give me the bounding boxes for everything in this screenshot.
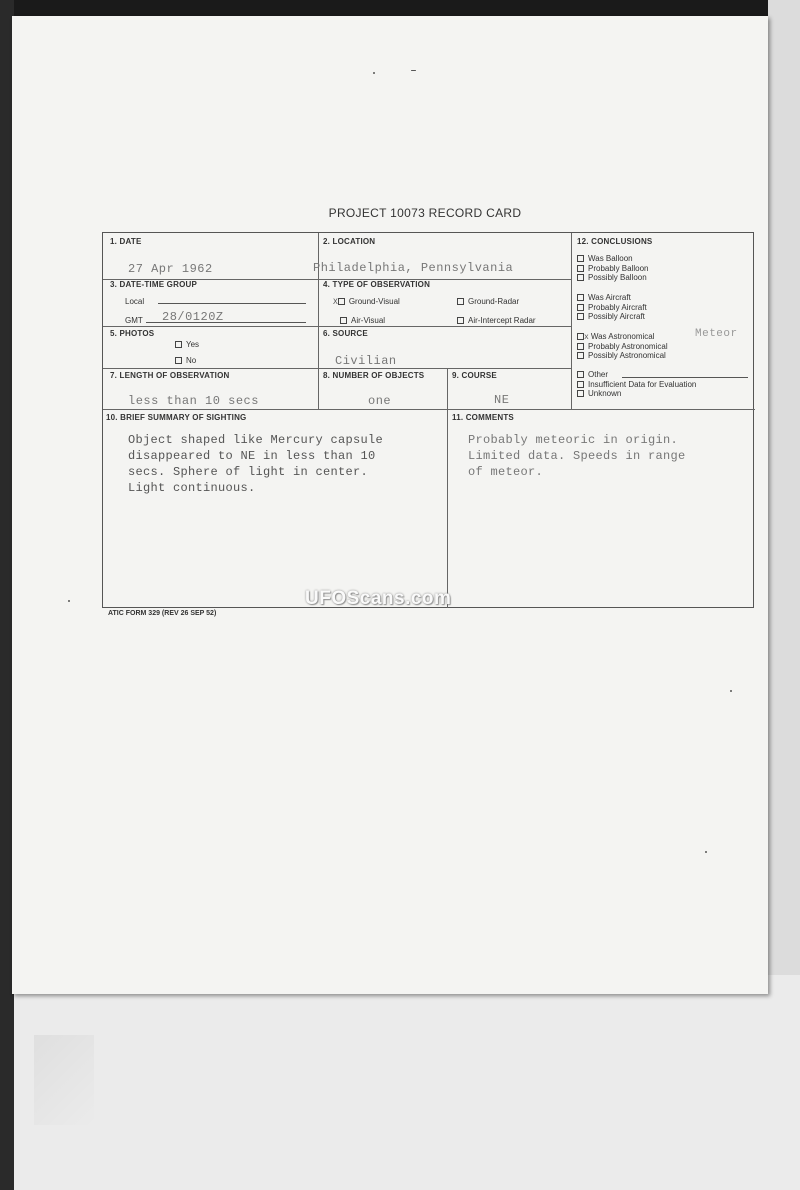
checkbox-icon [577, 371, 584, 378]
checkbox-icon [577, 381, 584, 388]
poss-aircraft-option: Possibly Aircraft [577, 312, 645, 321]
summary-label: 10. BRIEF SUMMARY OF SIGHTING [106, 413, 247, 422]
num-objects-label: 8. NUMBER OF OBJECTS [323, 371, 425, 380]
local-line [158, 303, 306, 304]
dust-speck [730, 690, 732, 692]
type-obs-label: 4. TYPE OF OBSERVATION [323, 280, 431, 289]
summary-line: Light continuous. [128, 481, 256, 495]
checkbox-icon [577, 265, 584, 272]
other-line [622, 377, 748, 378]
other-option: Other [577, 370, 608, 379]
was-astro-option: x Was Astronomical [577, 332, 655, 342]
checkbox-icon [338, 298, 345, 305]
length-value: less than 10 secs [128, 394, 259, 408]
date-value: 27 Apr 1962 [128, 262, 213, 276]
unknown-option: Unknown [577, 389, 621, 398]
photos-no-option: No [175, 356, 196, 365]
ground-visual-option: X Ground-Visual [333, 297, 400, 307]
meteor-note: Meteor [695, 328, 738, 340]
num-objects-value: one [368, 394, 392, 408]
checkbox-icon [577, 352, 584, 359]
was-aircraft-option: Was Aircraft [577, 293, 631, 302]
photos-yes-option: Yes [175, 340, 199, 349]
checkbox-icon [457, 317, 464, 324]
comments-line: Probably meteoric in origin. [468, 433, 679, 447]
checkbox-icon [577, 343, 584, 350]
dust-speck [68, 600, 70, 602]
course-value: NE [494, 393, 510, 407]
local-label: Local [125, 297, 145, 306]
underlying-page [14, 975, 800, 1190]
ground-visual-mark: X [333, 298, 338, 307]
was-balloon-option: Was Balloon [577, 254, 633, 263]
date-label: 1. DATE [110, 237, 142, 246]
form-number: ATIC FORM 329 (REV 26 SEP 52) [108, 610, 217, 617]
dust-speck [705, 851, 707, 853]
checkbox-icon [577, 294, 584, 301]
insufficient-option: Insufficient Data for Evaluation [577, 380, 696, 389]
card-title: PROJECT 10073 RECORD CARD [328, 206, 522, 220]
poss-balloon-option: Possibly Balloon [577, 273, 647, 282]
prob-astro-option: Probably Astronomical [577, 342, 668, 351]
poss-astro-option: Possibly Astronomical [577, 351, 666, 360]
summary-text [128, 432, 383, 496]
location-value: Philadelphia, Pennsylvania [313, 261, 514, 275]
summary-line: Object shaped like Mercury capsule [128, 433, 384, 447]
watermark: UFOScans.com [305, 588, 452, 609]
summary-line: secs. Sphere of light in center. [128, 465, 369, 479]
comments-label: 11. COMMENTS [452, 413, 514, 422]
comments-line: Limited data. Speeds in range [468, 449, 686, 463]
prob-balloon-option: Probably Balloon [577, 264, 648, 273]
checkbox-icon [577, 390, 584, 397]
prob-aircraft-option: Probably Aircraft [577, 303, 647, 312]
comments-line: of meteor. [468, 465, 544, 479]
gmt-label: GMT [125, 316, 143, 325]
dtg-label: 3. DATE-TIME GROUP [110, 280, 198, 289]
air-visual-option: Air-Visual [340, 316, 385, 325]
was-astro-mark: x [584, 333, 589, 342]
checkbox-icon [577, 255, 584, 262]
source-label: 6. SOURCE [323, 329, 368, 338]
checkbox-icon [577, 304, 584, 311]
checkbox-icon [175, 357, 182, 364]
length-label: 7. LENGTH OF OBSERVATION [110, 371, 230, 380]
conclusions-label: 12. CONCLUSIONS [577, 237, 653, 246]
course-label: 9. COURSE [452, 371, 497, 380]
photos-label: 5. PHOTOS [110, 329, 155, 338]
comments-text [468, 432, 686, 480]
location-label: 2. LOCATION [323, 237, 376, 246]
checkbox-icon [457, 298, 464, 305]
gmt-value: 28/0120Z [162, 310, 224, 324]
scan-right-strip [768, 0, 800, 1000]
dust-speck [411, 70, 416, 71]
source-value: Civilian [335, 354, 397, 368]
checkbox-icon [577, 274, 584, 281]
checkbox-icon [340, 317, 347, 324]
summary-line: disappeared to NE in less than 10 [128, 449, 376, 463]
air-intercept-option: Air-Intercept Radar [457, 316, 536, 325]
ground-radar-option: Ground-Radar [457, 297, 519, 306]
dust-speck [373, 72, 375, 74]
checkbox-icon [175, 341, 182, 348]
checkbox-icon [577, 313, 584, 320]
checkbox-icon [577, 333, 584, 340]
